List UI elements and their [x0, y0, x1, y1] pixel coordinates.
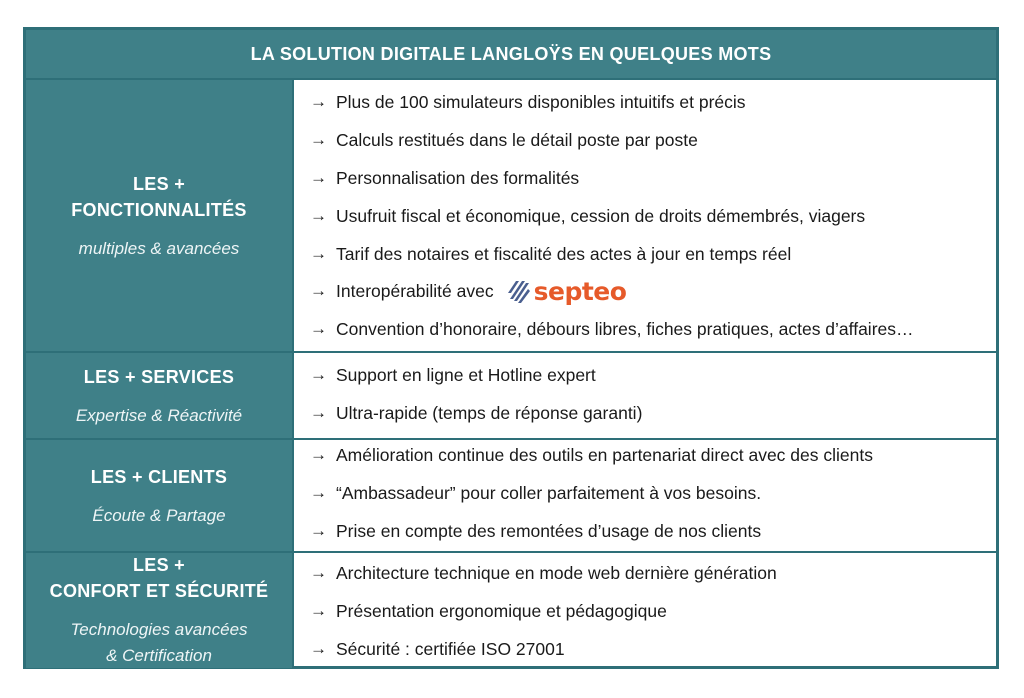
section-title: LES + SERVICES — [83, 367, 235, 387]
item-text: Ultra-rapide (temps de réponse garanti) — [336, 402, 643, 423]
item-text: Calculs restitués dans le détail poste par poste — [336, 129, 698, 150]
list-item — [310, 401, 642, 425]
arrow-right-icon: → — [310, 206, 327, 225]
table-header: LA SOLUTION DIGITALE LANGLOŸS EN QUELQUES MOTS — [26, 30, 996, 80]
section-items — [294, 80, 996, 353]
section-title-line: LES + — [132, 174, 186, 194]
list-item — [310, 561, 777, 585]
section-clients — [26, 438, 996, 553]
arrow-right-icon: → — [310, 601, 327, 620]
item-text: Usufruit fiscal et économique, cession de droits démembrés, viagers — [336, 205, 866, 226]
item-text: Amélioration continue des outils en partenariat direct avec des clients — [336, 444, 873, 465]
arrow-right-icon: → — [310, 639, 327, 658]
item-text: Plus de 100 simulateurs disponibles intuitifs et précis — [336, 91, 746, 112]
section-subtitle-line: Technologies avancées — [70, 620, 248, 639]
arrow-right-icon: → — [310, 445, 327, 464]
section-label — [26, 353, 294, 440]
arrow-right-icon: → — [310, 521, 327, 540]
item-text: Prise en compte des remontées d’usage de nos clients — [336, 520, 762, 541]
arrow-right-icon: → — [310, 130, 327, 149]
list-item — [310, 204, 865, 228]
arrow-right-icon: → — [310, 403, 327, 422]
arrow-right-icon: → — [310, 244, 327, 263]
septeo-logo — [508, 277, 627, 306]
septeo-wordmark: septeo — [533, 276, 627, 306]
arrow-right-icon: → — [310, 92, 327, 111]
section-items — [294, 440, 996, 553]
arrow-right-icon: → — [310, 281, 327, 300]
section-services — [26, 351, 996, 440]
list-item — [310, 481, 761, 505]
item-text: Architecture technique en mode web dernière génération — [336, 562, 777, 583]
section-subtitle: Écoute & Partage — [92, 506, 226, 525]
arrow-right-icon: → — [310, 365, 327, 384]
section-subtitle: Expertise & Réactivité — [75, 406, 243, 425]
section-subtitle-line: & Certification — [106, 646, 212, 665]
features-table — [23, 27, 999, 669]
list-item — [310, 443, 873, 467]
section-title-line: LES + — [132, 555, 185, 575]
item-text: Interopérabilité avec — [336, 280, 494, 301]
item-text: Présentation ergonomique et pédagogique — [336, 600, 667, 621]
section-title — [71, 171, 247, 223]
item-text: Tarif des notaires et fiscalité des actes à jour en temps réel — [336, 243, 792, 264]
item-text: Convention d’honoraire, débours libres, fiches pratiques, actes d’affaires… — [336, 318, 914, 339]
item-text: Personnalisation des formalités — [336, 167, 580, 188]
list-item — [310, 276, 627, 306]
section-fonctionnalites — [26, 78, 996, 353]
list-item — [310, 637, 565, 661]
septeo-mark-icon — [508, 279, 530, 303]
section-title-line: CONFORT ET SÉCURITÉ — [49, 581, 269, 601]
section-label — [26, 80, 294, 353]
list-item — [310, 317, 914, 341]
list-item — [310, 363, 596, 387]
arrow-right-icon: → — [310, 319, 327, 338]
list-item — [310, 90, 746, 114]
section-items — [294, 553, 996, 668]
list-item — [310, 519, 761, 543]
section-title: LES + CLIENTS — [90, 467, 228, 487]
section-label — [26, 440, 294, 553]
arrow-right-icon: → — [310, 168, 327, 187]
list-item — [310, 166, 579, 190]
section-subtitle: multiples & avancées — [78, 239, 240, 258]
list-item — [310, 128, 698, 152]
section-title — [50, 552, 269, 604]
arrow-right-icon: → — [310, 563, 327, 582]
section-label — [26, 553, 294, 668]
list-item — [310, 599, 667, 623]
list-item — [310, 242, 791, 266]
item-text: “Ambassadeur” pour coller parfaitement à vos besoins. — [336, 482, 762, 503]
section-confort-securite — [26, 551, 996, 668]
item-text: Support en ligne et Hotline expert — [336, 364, 596, 385]
item-text: Sécurité : certifiée ISO 27001 — [336, 638, 565, 659]
section-title-line: FONCTIONNALITÉS — [71, 200, 247, 220]
section-items — [294, 353, 996, 440]
section-subtitle — [70, 617, 247, 669]
arrow-right-icon: → — [310, 483, 327, 502]
